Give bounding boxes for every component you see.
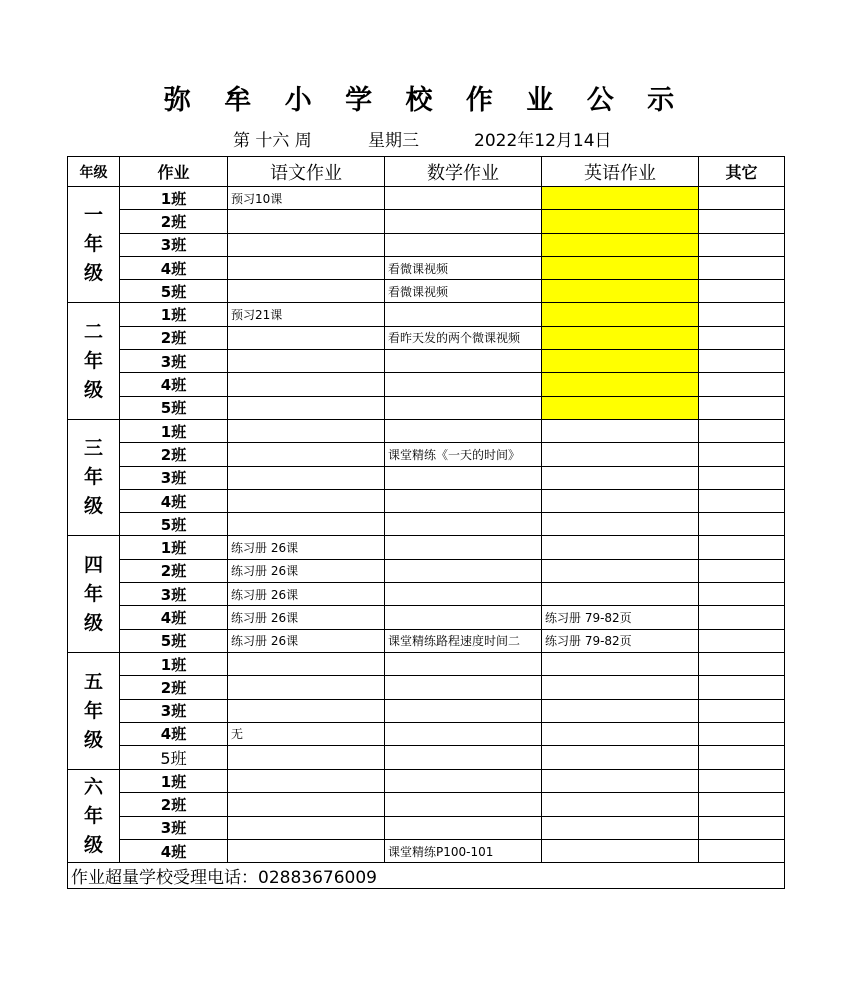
class-label: 4班 <box>120 722 228 745</box>
math-homework <box>385 419 542 442</box>
chinese-homework <box>228 280 385 303</box>
table-row <box>68 770 785 793</box>
table-row <box>68 303 785 326</box>
math-homework <box>385 187 542 210</box>
english-homework <box>542 840 699 863</box>
chinese-homework <box>228 443 385 466</box>
english-homework <box>542 699 699 722</box>
english-homework <box>542 652 699 675</box>
other-homework <box>699 746 785 770</box>
english-homework <box>542 513 699 536</box>
other-homework <box>699 326 785 349</box>
class-label: 5班 <box>120 513 228 536</box>
week-label: 第 十六 周 <box>233 131 312 151</box>
chinese-homework <box>228 652 385 675</box>
english-homework <box>542 443 699 466</box>
table-row <box>68 559 785 582</box>
header-row <box>68 157 785 187</box>
other-homework <box>699 583 785 606</box>
table-row <box>68 676 785 699</box>
other-homework <box>699 676 785 699</box>
chinese-homework <box>228 746 385 770</box>
english-homework <box>542 722 699 745</box>
chinese-homework <box>228 793 385 816</box>
class-label: 4班 <box>120 373 228 396</box>
class-label: 2班 <box>120 443 228 466</box>
other-homework <box>699 652 785 675</box>
chinese-homework: 练习册 26课 <box>228 536 385 559</box>
class-label: 1班 <box>120 303 228 326</box>
other-homework <box>699 722 785 745</box>
class-label: 3班 <box>120 699 228 722</box>
english-homework <box>542 676 699 699</box>
page-title: 弥 牟 小 学 校 作 业 公 示 <box>163 85 687 116</box>
other-homework <box>699 793 785 816</box>
chinese-homework: 练习册 26课 <box>228 559 385 582</box>
grade-label: 六 年 级 <box>68 770 120 863</box>
other-homework <box>699 816 785 839</box>
table-body <box>68 187 785 863</box>
other-homework <box>699 280 785 303</box>
other-homework <box>699 606 785 629</box>
math-homework <box>385 373 542 396</box>
math-homework <box>385 770 542 793</box>
weekday-label: 星期三 <box>368 131 419 151</box>
table-row <box>68 350 785 373</box>
header-english: 英语作业 <box>542 157 699 187</box>
header-other: 其它 <box>699 157 785 187</box>
table-row <box>68 187 785 210</box>
table-row <box>68 233 785 256</box>
math-homework <box>385 722 542 745</box>
header-grade: 年级 <box>68 157 120 187</box>
chinese-homework <box>228 419 385 442</box>
other-homework <box>699 840 785 863</box>
other-homework <box>699 513 785 536</box>
english-homework: 练习册 79-82页 <box>542 606 699 629</box>
math-homework <box>385 303 542 326</box>
class-label: 2班 <box>120 676 228 699</box>
english-homework <box>542 419 699 442</box>
table-row <box>68 652 785 675</box>
english-homework <box>542 536 699 559</box>
table-row <box>68 443 785 466</box>
other-homework <box>699 536 785 559</box>
table-row <box>68 396 785 419</box>
table-row <box>68 840 785 863</box>
table-row <box>68 513 785 536</box>
chinese-homework: 练习册 26课 <box>228 629 385 652</box>
other-homework <box>699 187 785 210</box>
class-label: 2班 <box>120 793 228 816</box>
chinese-homework <box>228 396 385 419</box>
english-homework: 练习册 79-82页 <box>542 629 699 652</box>
chinese-homework: 预习10课 <box>228 187 385 210</box>
math-homework <box>385 489 542 512</box>
english-homework <box>542 280 699 303</box>
chinese-homework: 预习21课 <box>228 303 385 326</box>
other-homework <box>699 233 785 256</box>
english-homework <box>542 233 699 256</box>
chinese-homework <box>228 466 385 489</box>
date-label: 2022年12月14日 <box>474 131 612 151</box>
english-homework <box>542 489 699 512</box>
math-homework <box>385 233 542 256</box>
class-label: 1班 <box>120 187 228 210</box>
class-label: 3班 <box>120 816 228 839</box>
math-homework: 看微课视频 <box>385 256 542 279</box>
header-homework: 作业 <box>120 157 228 187</box>
class-label: 4班 <box>120 256 228 279</box>
table-row <box>68 629 785 652</box>
class-label: 3班 <box>120 233 228 256</box>
math-homework <box>385 793 542 816</box>
chinese-homework <box>228 233 385 256</box>
grade-label: 一 年 级 <box>68 187 120 303</box>
other-homework <box>699 629 785 652</box>
other-homework <box>699 419 785 442</box>
other-homework <box>699 373 785 396</box>
table-row <box>68 210 785 233</box>
math-homework <box>385 699 542 722</box>
other-homework <box>699 303 785 326</box>
class-label: 1班 <box>120 652 228 675</box>
footer-row <box>68 863 785 889</box>
class-label: 1班 <box>120 419 228 442</box>
math-homework <box>385 536 542 559</box>
table-row <box>68 793 785 816</box>
english-homework <box>542 350 699 373</box>
chinese-homework <box>228 256 385 279</box>
english-homework <box>542 746 699 770</box>
chinese-homework <box>228 676 385 699</box>
math-homework <box>385 513 542 536</box>
english-homework <box>542 210 699 233</box>
math-homework: 看微课视频 <box>385 280 542 303</box>
table-row <box>68 256 785 279</box>
other-homework <box>699 443 785 466</box>
english-homework <box>542 559 699 582</box>
english-homework <box>542 816 699 839</box>
math-homework <box>385 676 542 699</box>
table-row <box>68 326 785 349</box>
chinese-homework <box>228 489 385 512</box>
chinese-homework <box>228 373 385 396</box>
grade-label: 五 年 级 <box>68 652 120 769</box>
table-row <box>68 280 785 303</box>
english-homework <box>542 583 699 606</box>
math-homework <box>385 350 542 373</box>
chinese-homework: 无 <box>228 722 385 745</box>
class-label: 2班 <box>120 326 228 349</box>
math-homework <box>385 559 542 582</box>
other-homework <box>699 256 785 279</box>
class-label: 3班 <box>120 583 228 606</box>
chinese-homework: 练习册 26课 <box>228 583 385 606</box>
english-homework <box>542 373 699 396</box>
class-label: 5班 <box>120 629 228 652</box>
chinese-homework <box>228 699 385 722</box>
english-homework <box>542 187 699 210</box>
other-homework <box>699 466 785 489</box>
chinese-homework <box>228 513 385 536</box>
english-homework <box>542 793 699 816</box>
grade-label: 三 年 级 <box>68 419 120 535</box>
table-row <box>68 722 785 745</box>
chinese-homework <box>228 770 385 793</box>
chinese-homework: 练习册 26课 <box>228 606 385 629</box>
math-homework <box>385 816 542 839</box>
table-row <box>68 419 785 442</box>
class-label: 1班 <box>120 770 228 793</box>
table-row <box>68 466 785 489</box>
english-homework <box>542 770 699 793</box>
english-homework <box>542 303 699 326</box>
math-homework: 课堂精练《一天的时间》 <box>385 443 542 466</box>
class-label: 2班 <box>120 559 228 582</box>
table-row <box>68 606 785 629</box>
class-label: 5班 <box>120 396 228 419</box>
table-row <box>68 746 785 770</box>
class-label: 5班 <box>120 746 228 770</box>
math-homework <box>385 652 542 675</box>
class-label: 4班 <box>120 606 228 629</box>
class-label: 4班 <box>120 840 228 863</box>
math-homework <box>385 466 542 489</box>
math-homework <box>385 606 542 629</box>
chinese-homework <box>228 326 385 349</box>
other-homework <box>699 350 785 373</box>
english-homework <box>542 256 699 279</box>
chinese-homework <box>228 210 385 233</box>
class-label: 2班 <box>120 210 228 233</box>
class-label: 3班 <box>120 466 228 489</box>
other-homework <box>699 210 785 233</box>
chinese-homework <box>228 840 385 863</box>
table-row <box>68 816 785 839</box>
other-homework <box>699 559 785 582</box>
table-row <box>68 489 785 512</box>
class-label: 4班 <box>120 489 228 512</box>
class-label: 1班 <box>120 536 228 559</box>
header-math: 数学作业 <box>385 157 542 187</box>
complaint-hotline: 作业超量学校受理电话：02883676009 <box>68 863 785 889</box>
table-row <box>68 699 785 722</box>
math-homework: 课堂精练路程速度时间二 <box>385 629 542 652</box>
math-homework: 课堂精练P100-101 <box>385 840 542 863</box>
table-row <box>68 536 785 559</box>
other-homework <box>699 489 785 512</box>
other-homework <box>699 699 785 722</box>
other-homework <box>699 396 785 419</box>
class-label: 3班 <box>120 350 228 373</box>
class-label: 5班 <box>120 280 228 303</box>
other-homework <box>699 770 785 793</box>
math-homework <box>385 583 542 606</box>
math-homework: 看昨天发的两个微课视频 <box>385 326 542 349</box>
homework-table <box>67 156 785 889</box>
english-homework <box>542 466 699 489</box>
chinese-homework <box>228 816 385 839</box>
chinese-homework <box>228 350 385 373</box>
grade-label: 二 年 级 <box>68 303 120 419</box>
grade-label: 四 年 级 <box>68 536 120 652</box>
math-homework <box>385 746 542 770</box>
english-homework <box>542 326 699 349</box>
math-homework <box>385 396 542 419</box>
math-homework <box>385 210 542 233</box>
table-row <box>68 373 785 396</box>
table-row <box>68 583 785 606</box>
header-chinese: 语文作业 <box>228 157 385 187</box>
english-homework <box>542 396 699 419</box>
